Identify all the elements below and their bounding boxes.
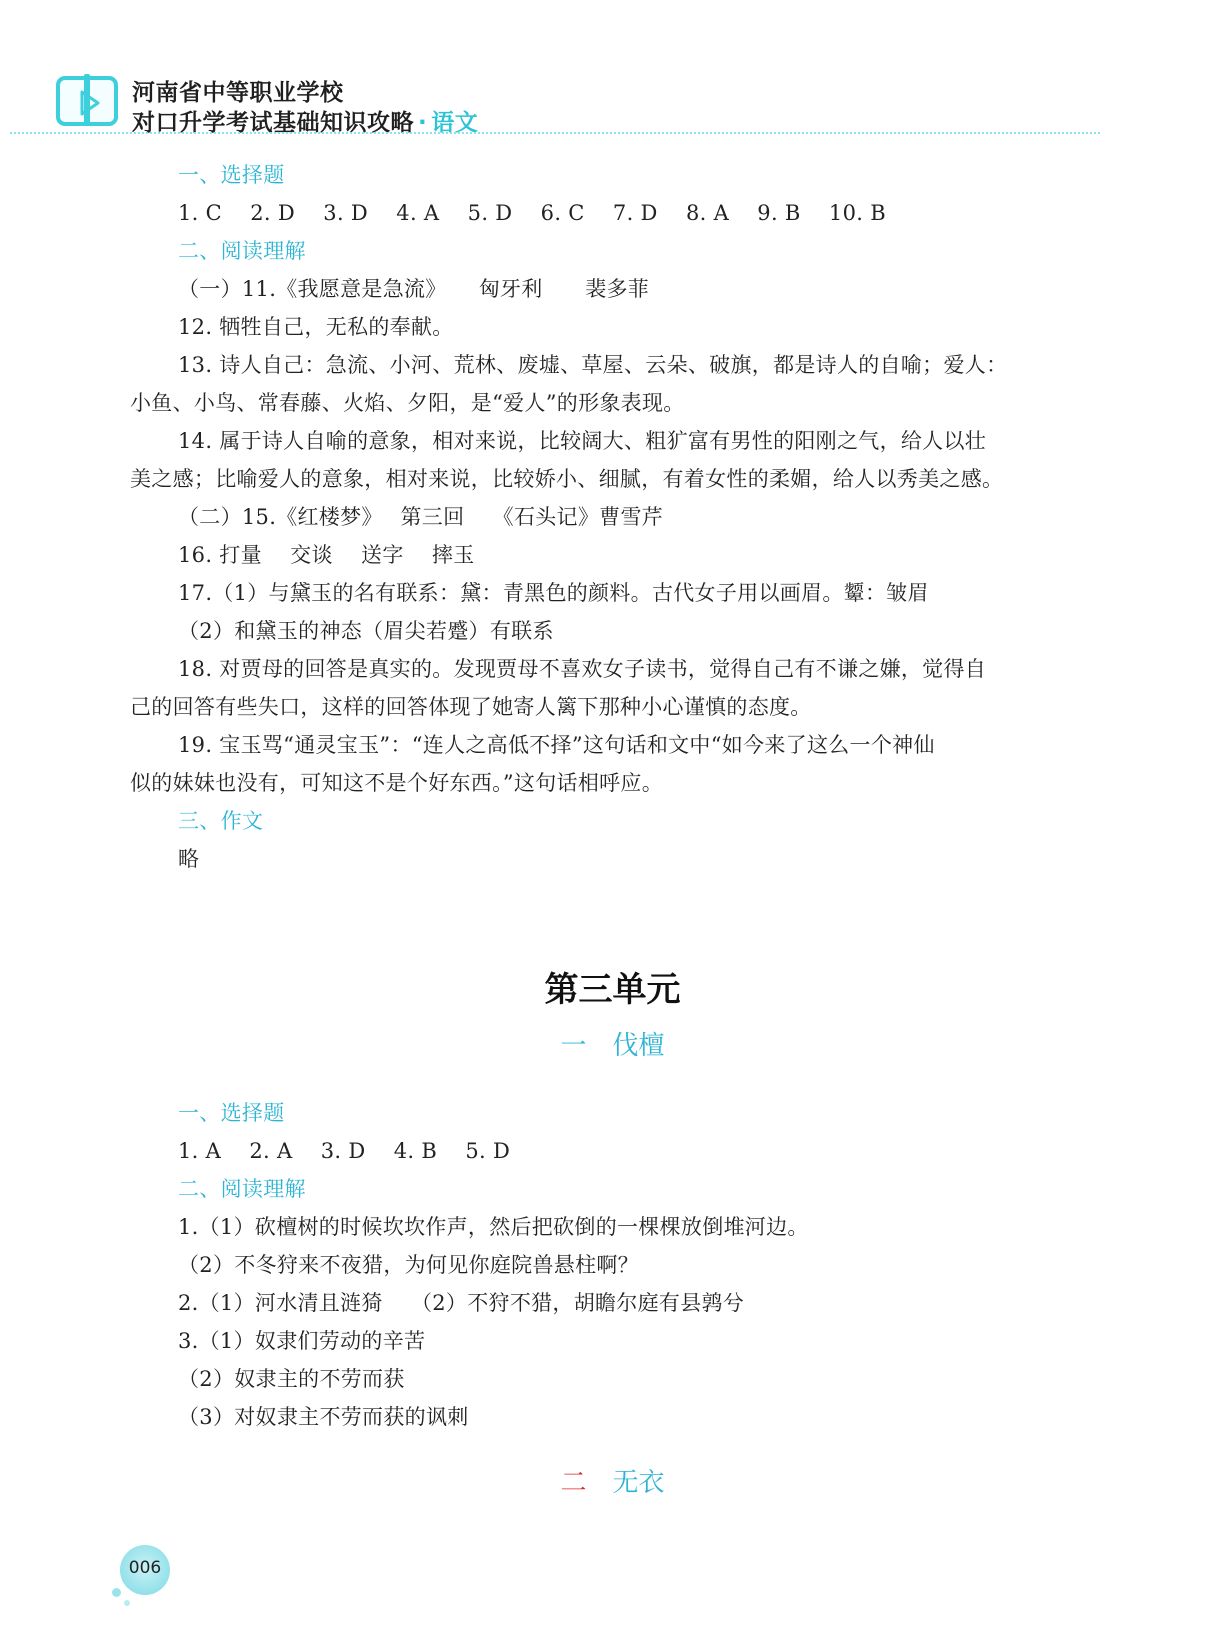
lesson-name: 伐檀 bbox=[612, 1031, 665, 1061]
lesson-number: 二 bbox=[560, 1468, 587, 1498]
lesson-number: 一 bbox=[560, 1031, 587, 1061]
answer-line: 似的妹妹也没有，可知这不是个好东西。”这句话相呼应。 bbox=[130, 771, 664, 795]
answer-line: 18. 对贾母的回答是真实的。发现贾母不喜欢女子读书，觉得自己有不谦之嫌，觉得自 bbox=[178, 657, 987, 681]
answer-line: 16. 打量 交谈 送字 摔玉 bbox=[178, 543, 475, 567]
header-divider bbox=[10, 132, 1100, 134]
answer-line: 美之感；比喻爱人的意象，相对来说，比较娇小、细腻，有着女性的柔媚，给人以秀美之感。 bbox=[130, 467, 1004, 491]
answer-line: 17.（1）与黛玉的名有联系：黛：青黑色的颜料。古代女子用以画眉。颦：皱眉 bbox=[178, 581, 929, 605]
section-heading-choice: 一、选择题 bbox=[178, 1101, 285, 1125]
play-icon bbox=[72, 88, 108, 118]
header-subject: 语文 bbox=[431, 110, 479, 136]
header-book-name: 对口升学考试基础知识攻略 bbox=[132, 110, 414, 136]
section-heading-choice: 一、选择题 bbox=[178, 163, 285, 187]
header-dot: · bbox=[418, 110, 428, 136]
answer-line: 19. 宝玉骂“通灵宝玉”：“连人之高低不择”这句话和文中“如今来了这么一个神仙 bbox=[178, 733, 935, 757]
answer-line: （二）15.《红楼梦》 第三回 《石头记》曹雪芹 bbox=[178, 505, 664, 529]
choice-answers: 1. C 2. D 3. D 4. A 5. D 6. C 7. D 8. A 9. B 10. B bbox=[178, 201, 886, 225]
unit-title: 第三单元 bbox=[544, 970, 681, 1010]
answer-line: 2.（1）河水清且涟猗 （2）不狩不猎，胡瞻尔庭有县鹑兮 bbox=[178, 1291, 745, 1315]
section-heading-essay: 三、作文 bbox=[178, 809, 264, 833]
answer-line: 13. 诗人自己：急流、小河、荒林、废墟、草屋、云朵、破旗，都是诗人的自喻；爱人： bbox=[178, 353, 1008, 377]
answer-line: 己的回答有些失口，这样的回答体现了她寄人篱下那种小心谨慎的态度。 bbox=[130, 695, 812, 719]
header-title-line1: 河南省中等职业学校 bbox=[132, 80, 344, 106]
book-logo-icon bbox=[56, 76, 118, 126]
lesson-title-2 bbox=[0, 1462, 1225, 1499]
section-heading-reading: 二、阅读理解 bbox=[178, 239, 306, 263]
answer-line: 3.（1）奴隶们劳动的辛苦 bbox=[178, 1329, 426, 1353]
answer-line: （2）和黛玉的神态（眉尖若蹙）有联系 bbox=[178, 619, 554, 643]
lesson-title-1 bbox=[0, 1025, 1225, 1062]
answer-line: 14. 属于诗人自喻的意象，相对来说，比较阔大、粗犷富有男性的阳刚之气，给人以壮 bbox=[178, 429, 987, 453]
answer-line: （3）对奴隶主不劳而获的讽刺 bbox=[178, 1405, 469, 1429]
decor-dot bbox=[112, 1588, 121, 1597]
lesson-name: 无衣 bbox=[612, 1468, 665, 1498]
answer-line: （2）奴隶主的不劳而获 bbox=[178, 1367, 405, 1391]
answer-line: （2）不冬狩来不夜猎，为何见你庭院兽悬柱啊？ bbox=[178, 1253, 639, 1277]
decor-dot bbox=[124, 1600, 130, 1606]
answer-line: 略 bbox=[178, 847, 200, 871]
answer-line: 小鱼、小鸟、常春藤、火焰、夕阳，是“爱人”的形象表现。 bbox=[130, 391, 685, 415]
answer-line: （一）11.《我愿意是急流》 匈牙利 裴多菲 bbox=[178, 277, 650, 301]
page-number: 006 bbox=[128, 1558, 162, 1578]
choice-answers: 1. A 2. A 3. D 4. B 5. D bbox=[178, 1139, 511, 1163]
answer-line: 1.（1）砍檀树的时候坎坎作声，然后把砍倒的一棵棵放倒堆河边。 bbox=[178, 1215, 809, 1239]
section-heading-reading: 二、阅读理解 bbox=[178, 1177, 306, 1201]
answer-line: 12. 牺牲自己，无私的奉献。 bbox=[178, 315, 454, 339]
